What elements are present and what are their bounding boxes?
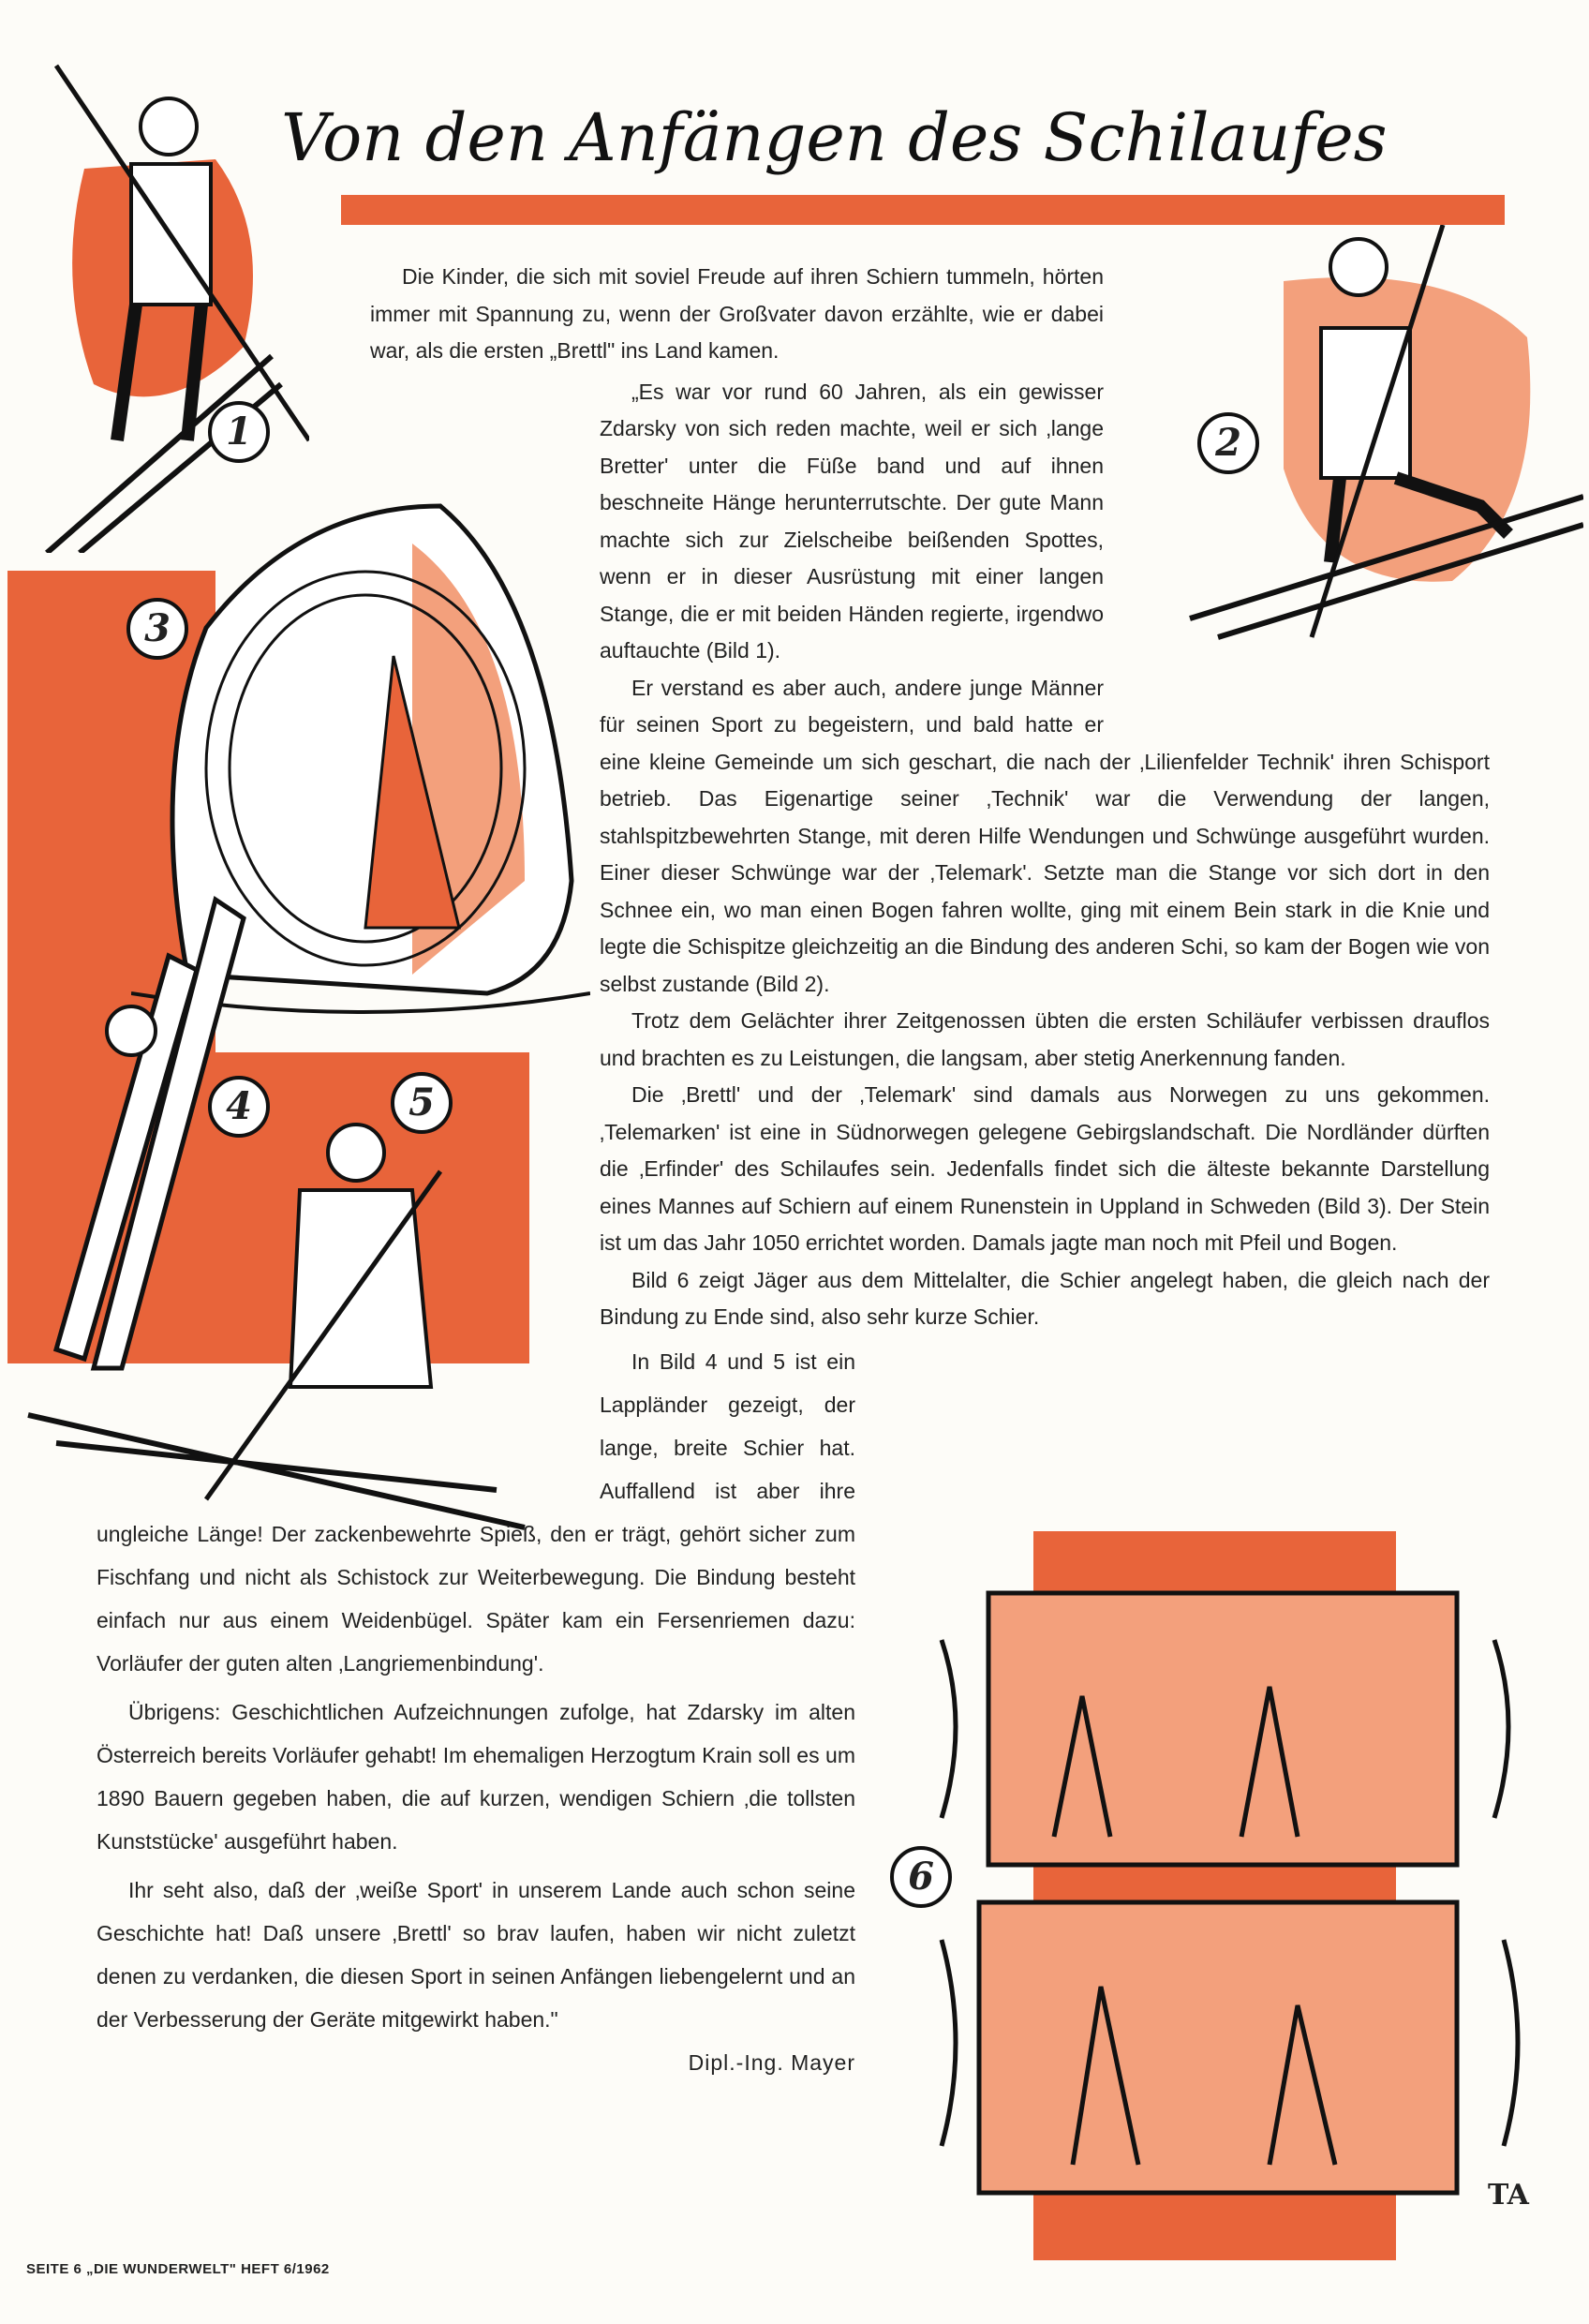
figure-number-6: 6 bbox=[890, 1846, 952, 1908]
illustrator-mark: TA bbox=[1488, 2179, 1529, 2212]
figure-number-5: 5 bbox=[391, 1072, 453, 1134]
paragraph: Bild 6 zeigt Jäger aus dem Mittelalter, die Schier angelegt haben, die gleich nach der Bindung zu Ende sind, also sehr kurze Schier. bbox=[600, 1267, 1490, 1329]
author-signature: Dipl.-Ing. Mayer bbox=[688, 2049, 855, 2075]
paragraph: Übrigens: Geschichtlichen Aufzeichnungen zufolge, hat Zdarsky im alten Österreich bereits Vorläufer gehabt! Im ehemaligen Herzogtum Krain soll es um 1890 Bauern gegeben haben, die auf kurzen, wendigen Schiern ‚die tollsten Kunststücke' ausgeführt haben. bbox=[97, 1699, 855, 1854]
title-underline-bar bbox=[341, 195, 1505, 225]
page-footer: SEITE 6 „DIE WUNDERWELT" HEFT 6/1962 bbox=[26, 2261, 330, 2277]
intro-text: Die Kinder, die sich mit soviel Freude auf ihren Schiern tummeln, hörten immer mit Spannung zu, wenn der Großvater davon erzählte, wie er dabei war, als die ersten „Brettl" ins Land kamen. bbox=[370, 264, 1104, 363]
paragraph: Er verstand es aber auch, andere junge Männer für seinen Sport zu begeistern, und bald hatte er eine kleine Gemeinde um sich geschart, die nach der ‚Lilienfelder Technik' ihren Schisport betrieb. Das Eigenartige seiner ‚Technik' war die Verwendung der langen, stahlspitzbewehrten Stange, mit deren Hilfe Wendungen und Schwünge ausgeführt wurden. Einer dieser Schwünge war der ‚Telemark'. Setzte man die Stange vor sich dort in den Schnee ein, wo man einen Bogen fahren wollte, ging mit einem Bein stark in die Knie und legte die Schispitze gleichzeitig an die Bindung des anderen Schi, so kam der Bogen wie von selbst zustande (Bild 2). bbox=[600, 675, 1490, 996]
paragraph: „Es war vor rund 60 Jahren, als ein gewisser Zdarsky von sich reden machte, weil er sich ‚lange Bretter' unter die Füße band und auf ihnen beschneite Hänge herunterrutschte. Der gute Mann machte sich zur Zielscheibe beißenden Spottes, wenn er in dieser Ausrüstung mit einer langen Stange, die er mit beiden Händen regierte, irgendwo auftauchte (Bild 1). bbox=[600, 379, 1104, 663]
paragraph: Trotz dem Gelächter ihrer Zeitgenossen übten die ersten Schiläufer verbissen drauflos und brachten es zu Leistungen, die langsam, aber stetig Anerkennung fanden. bbox=[600, 1008, 1490, 1070]
paragraph: Die ‚Brettl' und der ‚Telemark' sind damals aus Norwegen zu uns gekommen. ‚Telemarken' ist eine in Südnorwegen gelegene Gebirgslandschaft. Die Nordländer dürften die ‚Erfinder' des Schilaufes sein. Jedenfalls findet sich die älteste bekannte Darstellung eines Mannes auf Schiern auf einem Runenstein in Uppland in Schweden (Bild 3). Der Stein ist um das Jahr 1050 errichtet worden. Damals jagte man noch mit Pfeil und Bogen. bbox=[600, 1082, 1490, 1255]
figure-number-4: 4 bbox=[208, 1076, 270, 1138]
article-body bbox=[97, 259, 1490, 2183]
page-title: Von den Anfängen des Schilaufes bbox=[281, 99, 1388, 176]
paragraph: In Bild 4 und 5 ist ein Lappländer gezeigt, der lange, breite Schier hat. Auffallend ist aber ihre ungleiche Länge! Der zackenbewehrte Spieß, den er trägt, gehört sicher zum Fischfang und nicht als Schistock zur Weiterbewegung. Die Bindung besteht einfach nur aus einem Weidenbügel. Später kam ein Fersenriemen dazu: Vorläufer der guten alten ‚Langriemenbindung'. bbox=[97, 1348, 855, 1676]
figure-number-1: 1 bbox=[208, 401, 270, 463]
paragraph: Ihr seht also, daß der ‚weiße Sport' in unserem Lande auch schon seine Geschichte hat! Daß unsere ‚Brettl' so brav laufen, haben wir nicht zuletzt denen zu verdanken, die diesen Sport in seinen Anfängen liebengelernt und an der Verbesserung der Geräte mitgewirkt haben." bbox=[97, 1877, 855, 2032]
figure-number-3: 3 bbox=[126, 598, 188, 660]
figure-number-2: 2 bbox=[1197, 412, 1259, 474]
